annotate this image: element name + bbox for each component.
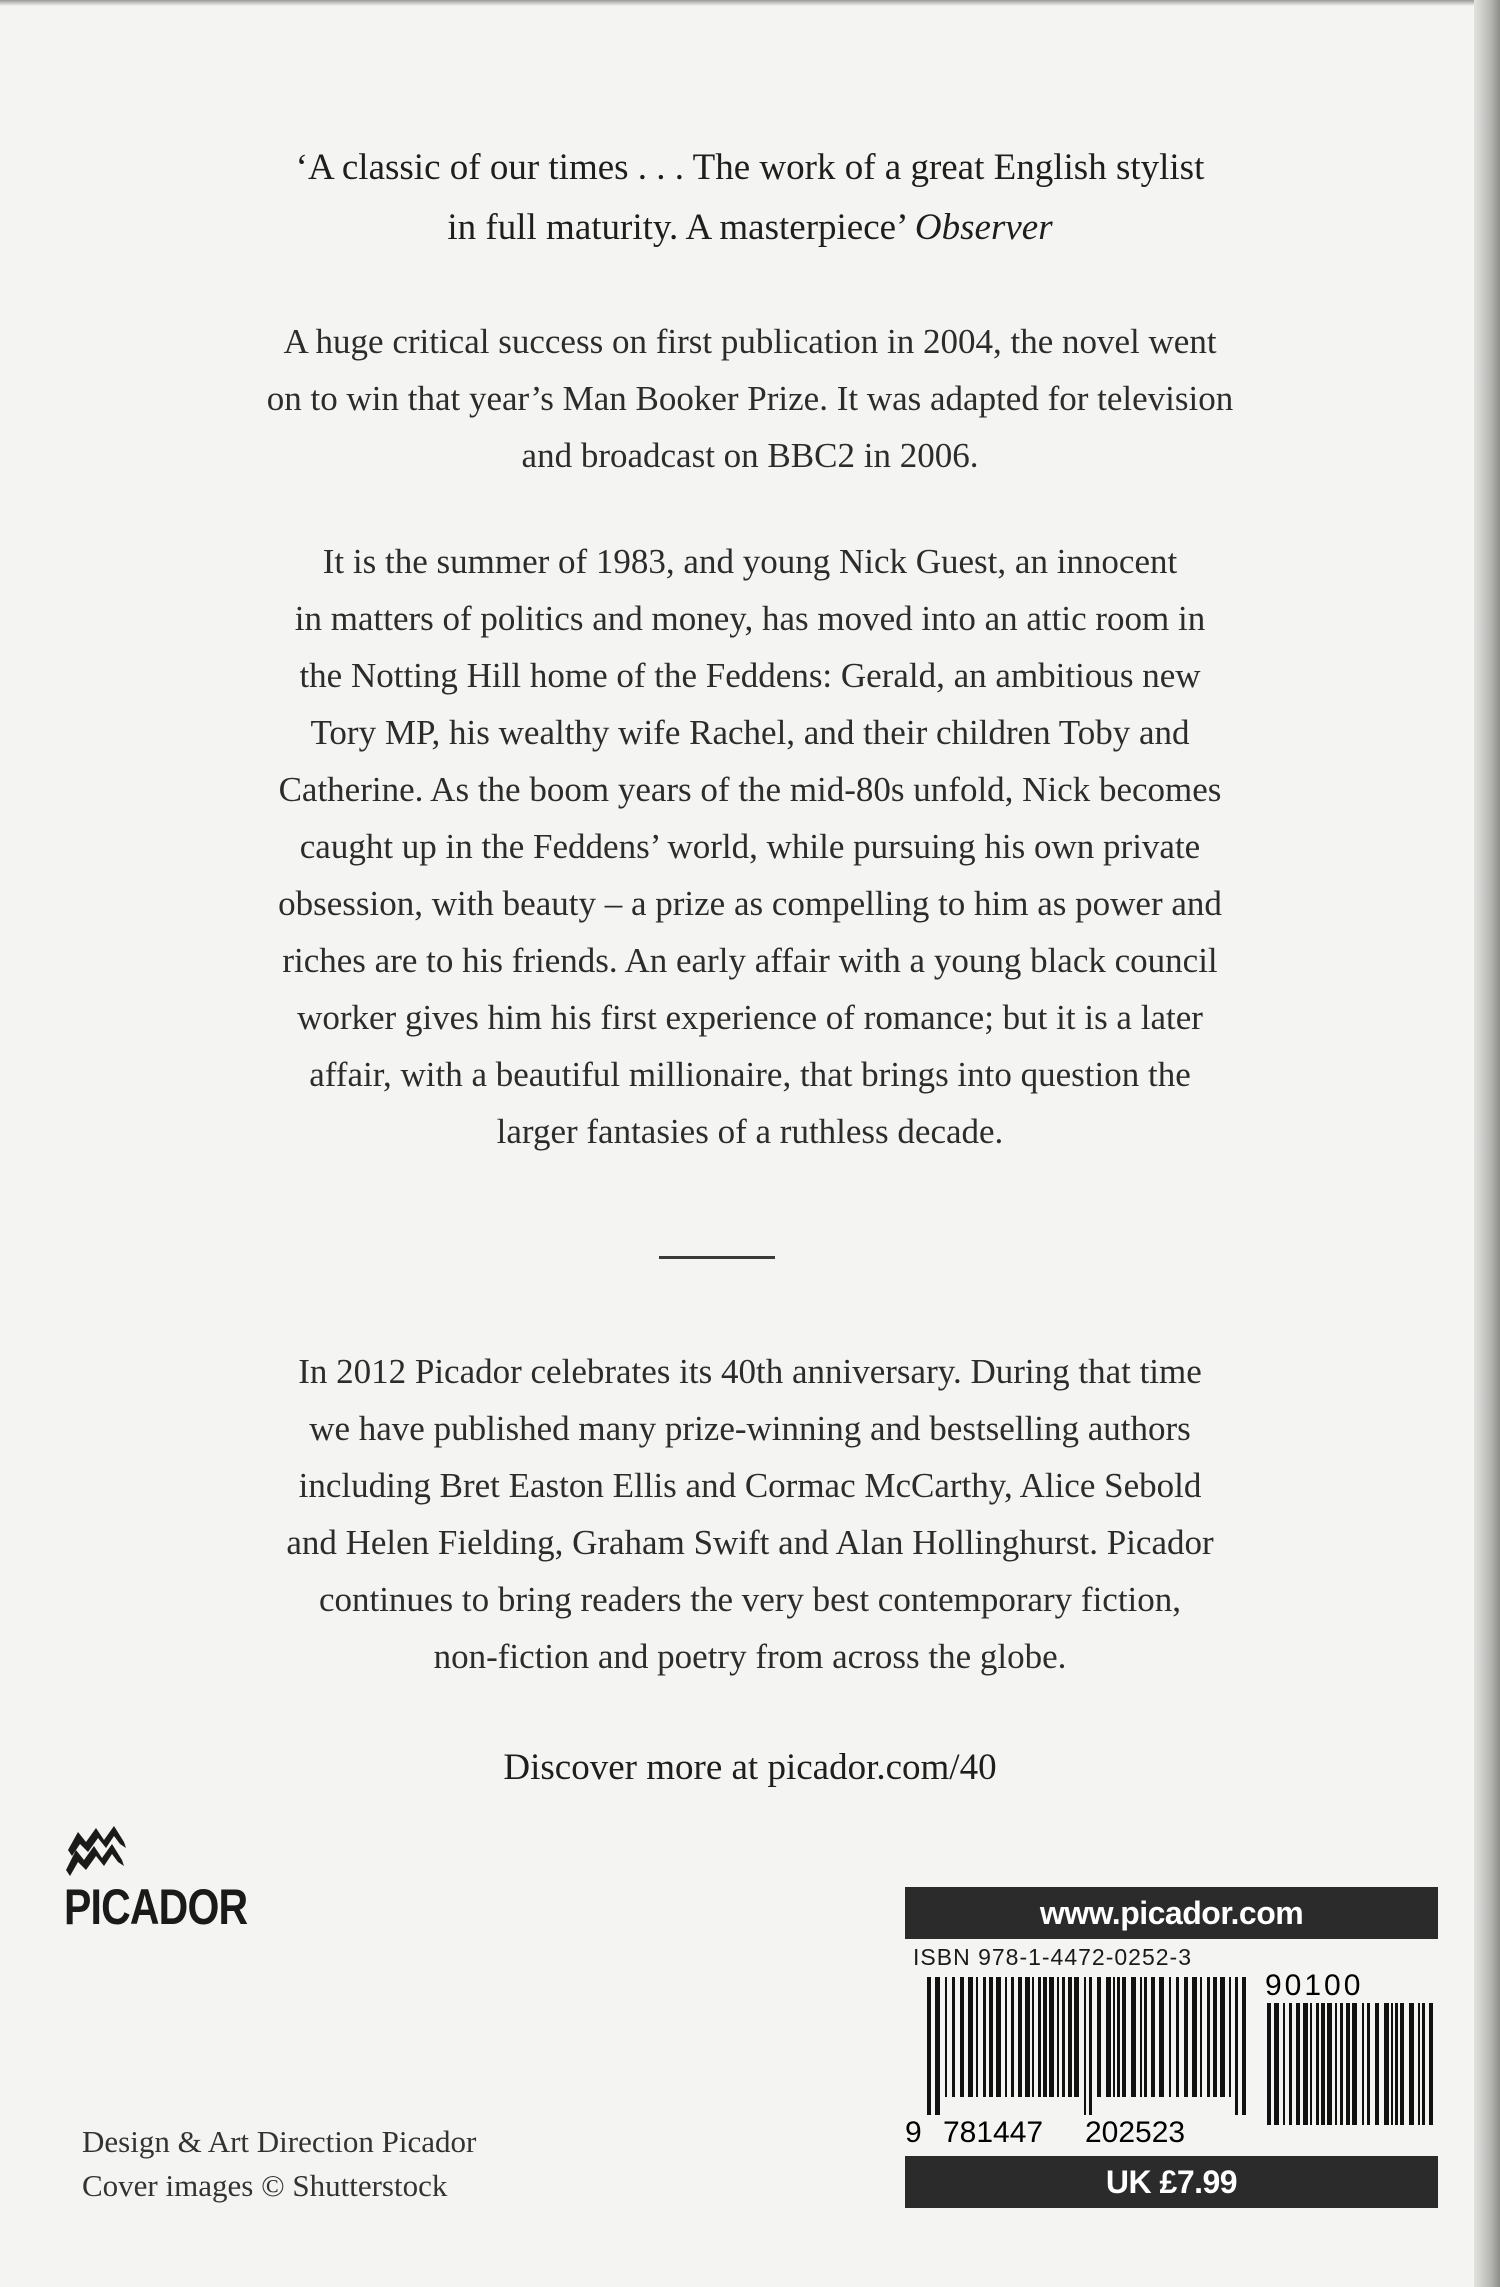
barcode-bar: [1025, 1977, 1030, 2097]
barcode-bar: [1391, 2003, 1393, 2125]
text-line: continues to bring readers the very best contemporary fiction,: [318, 1580, 1182, 1619]
barcode-bar: [1274, 2003, 1279, 2125]
barcode-bar: [1176, 1977, 1179, 2097]
quote-line-2-text: in full maturity. A masterpiece’: [447, 207, 915, 248]
section-divider: [659, 1256, 775, 1259]
barcode-bar: [1068, 1977, 1072, 2097]
barcode-lead-digit: 9: [905, 2116, 922, 2149]
barcode-bar: [1367, 2003, 1370, 2125]
barcode-bar: [1289, 2003, 1292, 2125]
text-line: in matters of politics and money, has moved into an attic room in: [294, 599, 1206, 638]
text-line: including Bret Easton Ellis and Cormac McCarthy, Alice Sebold: [298, 1466, 1202, 1505]
quote-line-1: ‘A classic of our times . . . The work of a great English stylist: [295, 147, 1205, 188]
barcode-group-2: 202523: [1085, 2116, 1186, 2149]
text-line: In 2012 Picador celebrates its 40th anniversary. During that time: [298, 1352, 1202, 1391]
barcode-bar: [1140, 1977, 1142, 2097]
barcode-bar: [1422, 2003, 1425, 2125]
barcode-bar: [1229, 1977, 1231, 2097]
barcode-bar: [1074, 1977, 1079, 2097]
barcode-bar: [1011, 1977, 1014, 2097]
barcode-panel: [905, 1887, 1438, 2208]
text-line: affair, with a beautiful millionaire, that brings into question the: [309, 1055, 1191, 1094]
barcode-bar: [1038, 1977, 1041, 2097]
barcode-bar: [927, 1977, 931, 2115]
text-line: and Helen Fielding, Graham Swift and Alan Hollinghurst. Picador: [286, 1523, 1214, 1562]
text-line: worker gives him his first experience of romance; but it is a later: [297, 998, 1203, 1037]
barcode-bar: [1429, 2003, 1433, 2125]
barcode-bar: [945, 1977, 947, 2097]
website-banner: www.picador.com: [905, 1887, 1438, 1939]
text-line: caught up in the Feddens’ world, while pursuing his own private: [299, 827, 1201, 866]
main-barcode-bars: [927, 1977, 1246, 2115]
barcode-bar: [1384, 2003, 1389, 2125]
barcode-bar: [989, 1977, 993, 2097]
picador-logo: [64, 1820, 264, 1936]
barcode-bar: [996, 1977, 1001, 2097]
barcode-bar: [1207, 1977, 1210, 2097]
synopsis-paragraph: [60, 533, 1440, 1160]
barcode-bar: [1235, 1977, 1238, 2115]
price-banner: UK £7.99: [905, 2156, 1438, 2208]
barcode-bar: [1352, 2003, 1357, 2125]
barcode-bar: [1159, 1977, 1164, 2097]
barcode-bar: [1395, 2003, 1398, 2125]
barcode-bar: [1131, 1977, 1136, 2097]
barcode-bar: [1097, 1977, 1101, 2097]
barcode-bar: [1151, 1977, 1155, 2097]
barcode-bar: [1267, 2003, 1271, 2125]
barcode-bar: [1220, 1977, 1225, 2097]
barcode-bar: [1296, 2003, 1300, 2125]
barcode-bar: [968, 1977, 973, 2097]
cover-credits: [82, 2120, 476, 2208]
barcode-bar: [976, 1977, 978, 2097]
picador-mark-icon: [64, 1820, 140, 1882]
page-top-edge: [0, 0, 1500, 6]
review-quote: [60, 138, 1440, 258]
logo-wordmark: PICADOR: [64, 1879, 248, 1935]
barcode-bar: [1200, 1977, 1202, 2097]
anniversary-paragraph: [60, 1343, 1440, 1685]
barcode-bar: [1144, 1977, 1147, 2097]
barcode-bar: [1418, 2003, 1420, 2125]
barcode-bar: [1375, 2003, 1379, 2125]
barcode-bar: [952, 1977, 955, 2097]
barcode-bar: [983, 1977, 986, 2097]
design-credit: Design & Art Direction Picador: [82, 2124, 477, 2159]
barcode-bar: [1192, 1977, 1197, 2097]
barcode-bar: [1283, 2003, 1285, 2125]
text-line: Catherine. As the boom years of the mid-80s unfold, Nick becomes: [278, 770, 1222, 809]
barcode-bar: [1346, 2003, 1350, 2125]
quote-source: Observer: [914, 207, 1053, 248]
barcode-bar: [1122, 1977, 1126, 2097]
discover-link-text: Discover more at picador.com/40: [503, 1747, 997, 1788]
text-line: non-fiction and poetry from across the globe.: [433, 1637, 1067, 1676]
barcode-bar: [1169, 1977, 1171, 2097]
barcode-bar: [1032, 1977, 1034, 2097]
text-line: and broadcast on BBC2 in 2006.: [521, 436, 979, 475]
barcode-bar: [935, 1977, 940, 2115]
text-line: It is the summer of 1983, and young Nick Guest, an innocent: [322, 542, 1178, 581]
barcode-bar: [1005, 1977, 1007, 2097]
text-line: obsession, with beauty – a prize as compelling to him as power and: [278, 884, 1222, 923]
barcode-bar: [1084, 1977, 1086, 2115]
barcode-bar: [1117, 1977, 1120, 2097]
barcode-bar: [1089, 1977, 1092, 2115]
barcode-bar: [1113, 1977, 1115, 2097]
barcode-bar: [1303, 2003, 1308, 2125]
barcode-bar: [1062, 1977, 1065, 2097]
barcode-addon-digits: 90100: [1265, 1969, 1364, 2002]
image-credit: Cover images © Shutterstock: [82, 2168, 448, 2203]
isbn-text: ISBN 978-1-4472-0252-3: [913, 1944, 1192, 1970]
barcode-bar: [960, 1977, 964, 2097]
barcode-bar: [1057, 1977, 1059, 2097]
text-line: we have published many prize-winning and bestselling authors: [309, 1409, 1191, 1448]
barcode-bar: [1310, 2003, 1312, 2125]
text-line: on to win that year’s Man Booker Prize. It was adapted for television: [266, 379, 1234, 418]
text-line: the Notting Hill home of the Feddens: Gerald, an ambitious new: [299, 656, 1201, 695]
text-line: Tory MP, his wealthy wife Rachel, and their children Toby and: [310, 713, 1190, 752]
text-line: riches are to his friends. An early affair with a young black council: [282, 941, 1218, 980]
barcode-graphic: [905, 1967, 1438, 2152]
barcode-bar: [1043, 1977, 1047, 2097]
quote-line-2: [60, 198, 1440, 258]
text-line: A huge critical success on first publication in 2004, the novel went: [283, 322, 1217, 361]
barcode-bar: [1327, 2003, 1332, 2125]
barcode-bar: [1400, 2003, 1404, 2125]
page-right-edge: [1474, 0, 1500, 2287]
barcode-bar: [1213, 1977, 1217, 2097]
addon-barcode-bars: [1267, 2003, 1433, 2125]
barcode-bar: [1184, 1977, 1188, 2097]
barcode-group-1: 781447: [943, 2116, 1044, 2149]
barcode-bar: [1106, 1977, 1111, 2097]
publication-paragraph: [60, 313, 1440, 484]
barcode-bar: [1362, 2003, 1364, 2125]
barcode-bar: [1409, 2003, 1414, 2125]
barcode-bar: [1321, 2003, 1325, 2125]
barcode-bar: [1018, 1977, 1022, 2097]
barcode-bar: [1242, 1977, 1246, 2115]
barcode-bar: [1049, 1977, 1054, 2097]
barcode-bar: [1335, 2003, 1337, 2125]
text-line: larger fantasies of a ruthless decade.: [496, 1112, 1004, 1151]
barcode-bar: [1316, 2003, 1319, 2125]
barcode-bar: [1340, 2003, 1343, 2125]
